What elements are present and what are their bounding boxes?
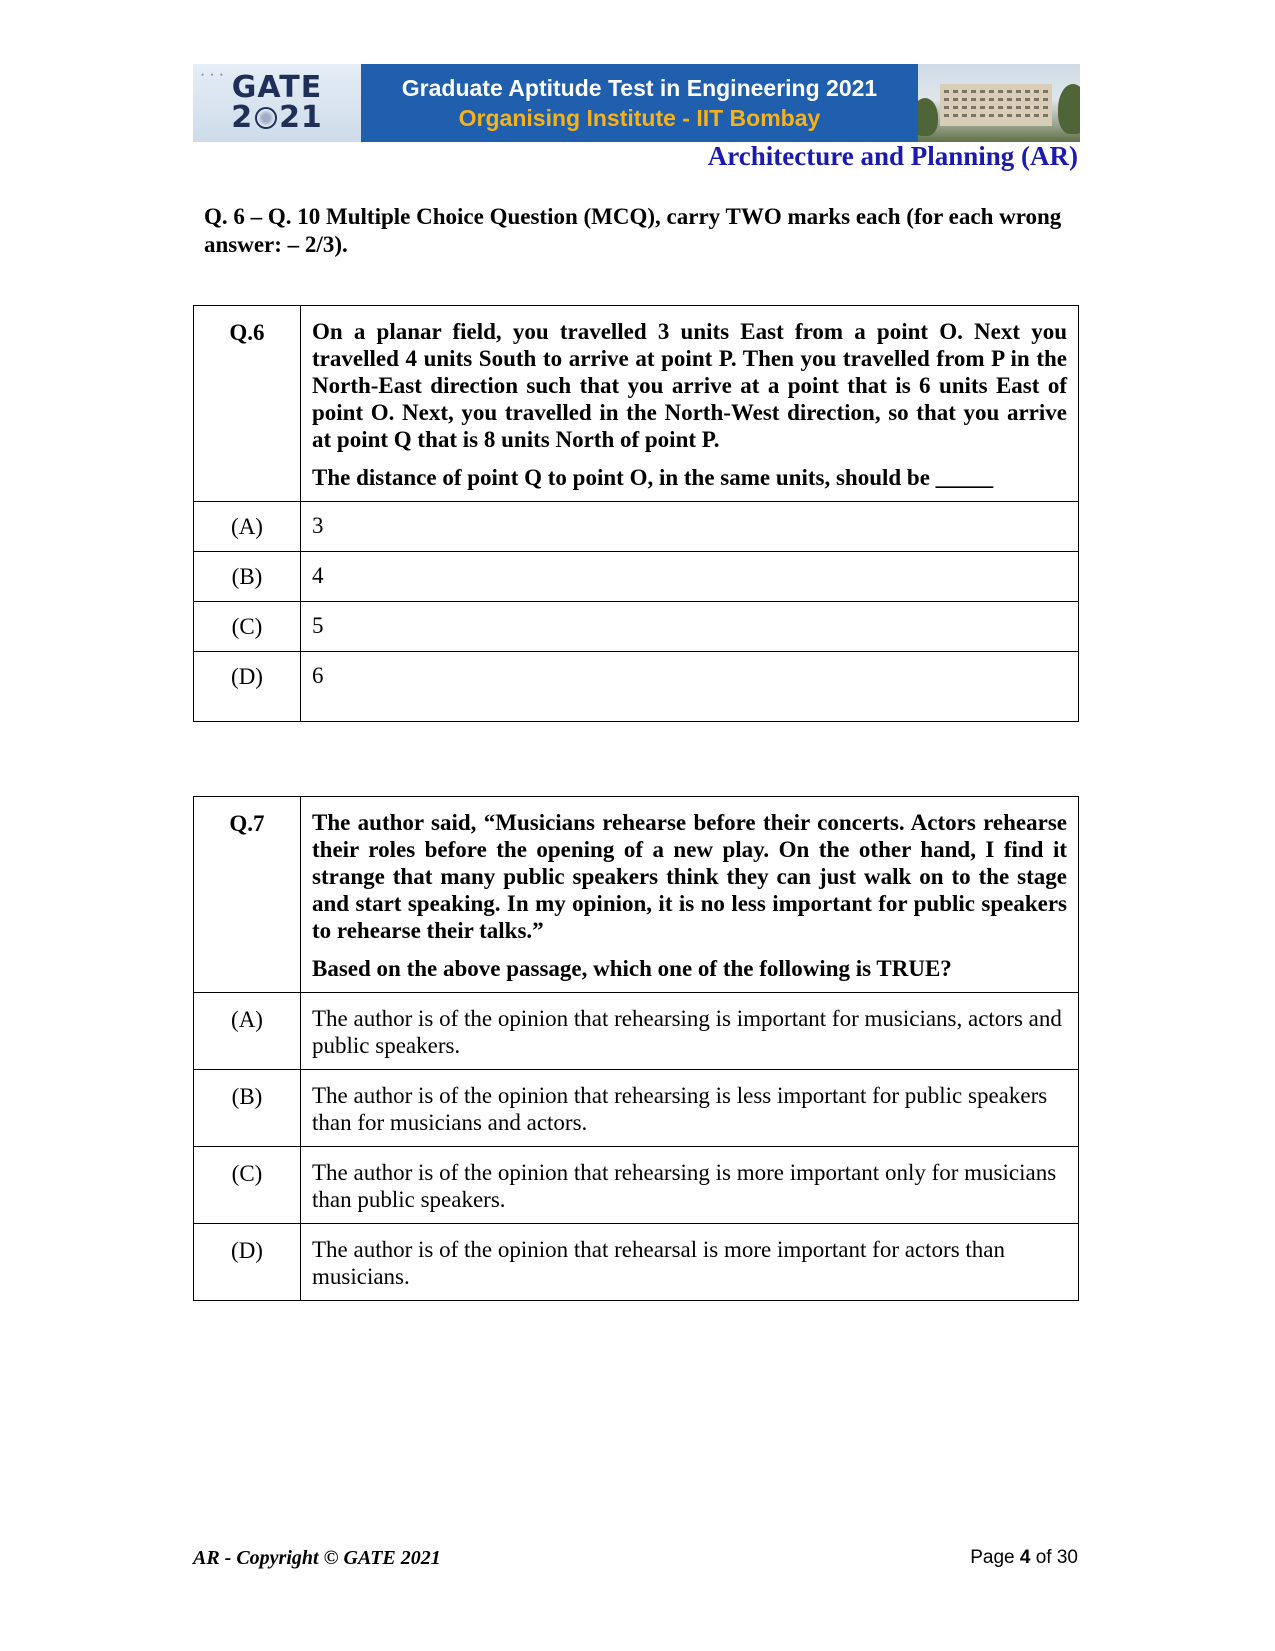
tree-shape xyxy=(918,98,938,136)
question-row xyxy=(194,797,1079,993)
question-6-table xyxy=(193,305,1079,722)
option-row xyxy=(194,993,1079,1070)
option-text: 4 xyxy=(301,552,1079,602)
logo-year-left: 2 xyxy=(231,100,254,135)
option-text: The author is of the opinion that rehearsing is important for musicians, actors and public speakers. xyxy=(301,993,1079,1070)
building-windows xyxy=(944,114,1048,117)
option-label: (C) xyxy=(194,1147,301,1224)
option-row xyxy=(194,652,1079,722)
building-windows xyxy=(944,98,1048,101)
option-text: 5 xyxy=(301,602,1079,652)
institute-building-photo xyxy=(918,64,1080,142)
question-body xyxy=(301,306,1079,502)
option-row xyxy=(194,1147,1079,1224)
page-prefix: Page xyxy=(970,1547,1020,1568)
option-row xyxy=(194,552,1079,602)
tree-shape xyxy=(1058,84,1080,134)
building-windows xyxy=(944,90,1048,93)
question-prompt: The distance of point Q to point O, in the same units, should be _____ xyxy=(312,465,994,490)
option-label: (A) xyxy=(194,993,301,1070)
option-label: (A) xyxy=(194,502,301,552)
question-7-table xyxy=(193,796,1079,1301)
question-body xyxy=(301,797,1079,993)
footer-copyright: AR - Copyright © GATE 2021 xyxy=(193,1547,441,1569)
option-row xyxy=(194,1070,1079,1147)
option-text: 3 xyxy=(301,502,1079,552)
question-row xyxy=(194,306,1079,502)
question-prompt: Based on the above passage, which one of the following is TRUE? xyxy=(312,956,952,981)
page-current: 4 xyxy=(1019,1547,1031,1568)
option-row xyxy=(194,502,1079,552)
emblem-icon xyxy=(255,107,277,129)
option-text: The author is of the opinion that rehearsing is more important only for musicians than public speakers. xyxy=(301,1147,1079,1224)
banner-title: Graduate Aptitude Test in Engineering 2021 xyxy=(401,75,878,101)
question-stem: On a planar field, you travelled 3 units East from a point O. Next you travelled 4 units South to arrive at point P. Then you travelled from P in the North-East direction such that you arrive at a point that is 6 units East of point O. Next, you travelled in the North-West direction, so that you arrive at point Q that is 8 units North of point P. xyxy=(312,319,1067,452)
building-windows xyxy=(944,106,1048,109)
banner-title-band xyxy=(361,64,918,142)
gate-logo xyxy=(193,64,361,142)
page-suffix: of 30 xyxy=(1030,1547,1078,1568)
option-label: (C) xyxy=(194,602,301,652)
question-stem: The author said, “Musicians rehearse before their concerts. Actors rehearse their roles before the opening of a new play. On the other hand, I find it strange that many public speakers think they can just walk on to the stage and start speaking. In my opinion, it is no less important for public speakers to rehearse their talks.” xyxy=(312,810,1067,943)
logo-dots-decoration: • • • xyxy=(201,70,225,80)
option-text: 6 xyxy=(301,652,1079,722)
footer-page-number xyxy=(970,1547,1078,1569)
option-text: The author is of the opinion that rehearsing is less important for public speakers than for musicians and actors. xyxy=(301,1070,1079,1147)
option-text: The author is of the opinion that rehearsal is more important for actors than musicians. xyxy=(301,1224,1079,1301)
option-label: (D) xyxy=(194,1224,301,1301)
option-row xyxy=(194,602,1079,652)
question-number: Q.6 xyxy=(194,306,301,502)
option-label: (B) xyxy=(194,552,301,602)
option-label: (D) xyxy=(194,652,301,722)
banner-subtitle: Organising Institute - IIT Bombay xyxy=(458,105,821,131)
logo-gate-text: GATE xyxy=(231,70,323,105)
logo-year-right: 21 xyxy=(279,100,323,135)
question-number: Q.7 xyxy=(194,797,301,993)
option-label: (B) xyxy=(194,1070,301,1147)
header-banner xyxy=(193,64,1080,142)
logo-year-text xyxy=(231,100,323,135)
option-row xyxy=(194,1224,1079,1301)
section-heading: Q. 6 – Q. 10 Multiple Choice Question (MCQ), carry TWO marks each (for each wrong answer: – 2/3). xyxy=(204,204,1062,257)
subject-title: Architecture and Planning (AR) xyxy=(707,141,1078,171)
